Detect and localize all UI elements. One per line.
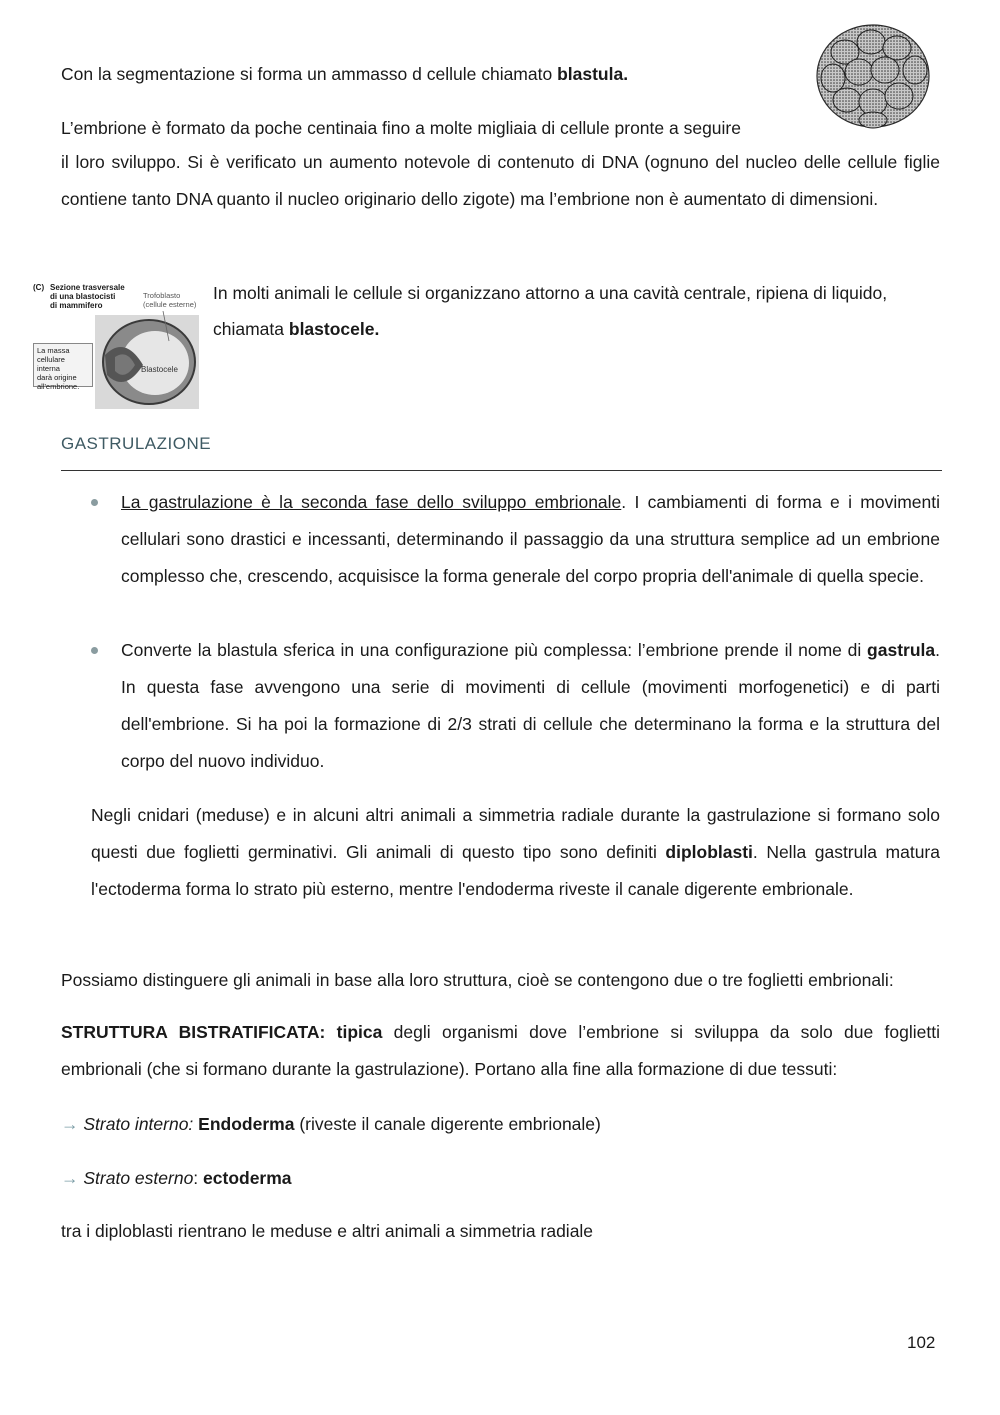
figure-title-line-3: di mammifero	[50, 301, 103, 310]
bistratificata-paragraph	[61, 1014, 940, 1088]
blastula-term: blastula.	[557, 64, 629, 84]
blastocele-line-2	[213, 318, 379, 340]
strato-esterno-label: Strato esterno	[83, 1168, 194, 1188]
bistratificata-rest: degli organismi dove l’embrione si sviluppa da solo due foglietti embrionali (che si formano durante la gastrulazione). Portano alla fine alla formazione di due tessuti:	[61, 1022, 940, 1079]
intro-line-1-text: Con la segmentazione si forma un ammasso d cellule chiamato	[61, 64, 558, 84]
page-number: 102	[907, 1333, 936, 1352]
blastocele-line-2-text: chiamata	[213, 319, 289, 339]
blastocele-label: Blastocele	[141, 365, 178, 374]
strato-esterno-line	[61, 1167, 292, 1189]
intro-line-2: L’embrione è formato da poche centinaia fino a molte migliaia di cellule pronte a seguire	[61, 118, 741, 138]
cellule-esterne-label: (cellule esterne)	[143, 300, 197, 309]
arrow-right-icon: →	[61, 1114, 79, 1134]
bistratificata-term: STRUTTURA BISTRATIFICATA: tipica	[61, 1022, 383, 1042]
bullet-1	[121, 484, 940, 595]
strato-interno-label: Strato interno:	[83, 1114, 194, 1134]
diploblasti-term: diploblasti	[665, 842, 753, 862]
massa-line-1: La massa	[37, 346, 70, 355]
trofoblasto-label	[143, 291, 196, 309]
blastocele-line-1: In molti animali le cellule si organizzano attorno a una cavità centrale, ripiena di liquido,	[213, 283, 888, 303]
cnidari-paragraph	[91, 797, 940, 908]
strato-interno-rest: (riveste il canale digerente embrionale)	[294, 1114, 601, 1134]
strato-interno-line	[61, 1113, 601, 1135]
arrow-right-icon: →	[61, 1168, 79, 1188]
closing-line: tra i diploblasti rientrano le meduse e altri animali a simmetria radiale	[61, 1221, 594, 1241]
ectoderma-term: ectoderma	[203, 1168, 292, 1188]
strato-esterno-sep: :	[193, 1168, 204, 1188]
blastocele-term: blastocele.	[288, 319, 380, 339]
massa-line-3: darà origine	[37, 373, 77, 382]
blastocyst-figure	[33, 281, 199, 409]
massa-line-2: cellulare interna	[37, 355, 65, 373]
blastula-illustration	[815, 22, 933, 130]
endoderma-term: Endoderma	[198, 1114, 295, 1134]
distinguere-line: Possiamo distinguere gli animali in base alla loro struttura, cioè se contengono due o tre foglietti embrionali:	[61, 970, 894, 990]
massa-cellulare-box	[33, 343, 93, 391]
section-heading: GASTRULAZIONE	[61, 434, 212, 453]
massa-line-4: all'embrione.	[37, 382, 80, 391]
blastocyst-drawing	[95, 315, 199, 409]
cnidari-rest: . Nella gastrula matura l'ectoderma forma lo strato più esterno, mentre l'endoderma riveste il canale digerente embrionale.	[91, 842, 940, 899]
intro-paragraph: il loro sviluppo. Si è verificato un aumento notevole di contenuto di DNA (ognuno del nucleo delle cellule figlie contiene tanto DNA quanto il nucleo originario dello zigote) ma l’embrione non è aumentato di dimensioni.	[61, 152, 940, 209]
figure-label-c: (C)	[33, 283, 45, 292]
bullet-2	[121, 632, 940, 780]
bullet-dot-1	[91, 499, 98, 506]
bullet-1-underlined: La gastrulazione è la seconda fase dello sviluppo embrionale	[121, 492, 622, 512]
bullet-2-rest: . In questa fase avvengono una serie di movimenti di cellule (movimenti morfogenetici) e di parti dell'embrione. Si ha poi la formazione di 2/3 strati di cellule che determinano la forma e la struttura del corpo del nuovo individuo.	[121, 640, 940, 771]
heading-rule	[61, 470, 942, 471]
bullet-1-rest: . I cambiamenti di forma e i movimenti cellulari sono drastici e incessanti, determinando il passaggio da una struttura semplice ad un embrione complesso che, crescendo, acquisisce la forma generale del corpo propria dell'animale di quella specie.	[121, 492, 940, 586]
intro-line-1	[61, 63, 628, 85]
figure-title	[50, 283, 125, 310]
figure-title-line-2: di una blastocisti	[50, 292, 116, 301]
trofoblasto-leader-line	[153, 311, 173, 343]
trofoblasto-label-text: Trofoblasto	[143, 291, 181, 300]
figure-title-line-1: Sezione trasversale	[50, 283, 125, 292]
cnidari-pre: Negli cnidari (meduse) e in alcuni altri animali a simmetria radiale durante la gastrulazione si formano solo questi due foglietti germinativi. Gli animali di questo tipo sono definiti	[91, 805, 940, 862]
bullet-dot-2	[91, 647, 98, 654]
bullet-2-pre: Converte la blastula sferica in una configurazione più complessa: l’embrione prende il nome di	[121, 640, 868, 660]
gastrula-term: gastrula	[867, 640, 936, 660]
